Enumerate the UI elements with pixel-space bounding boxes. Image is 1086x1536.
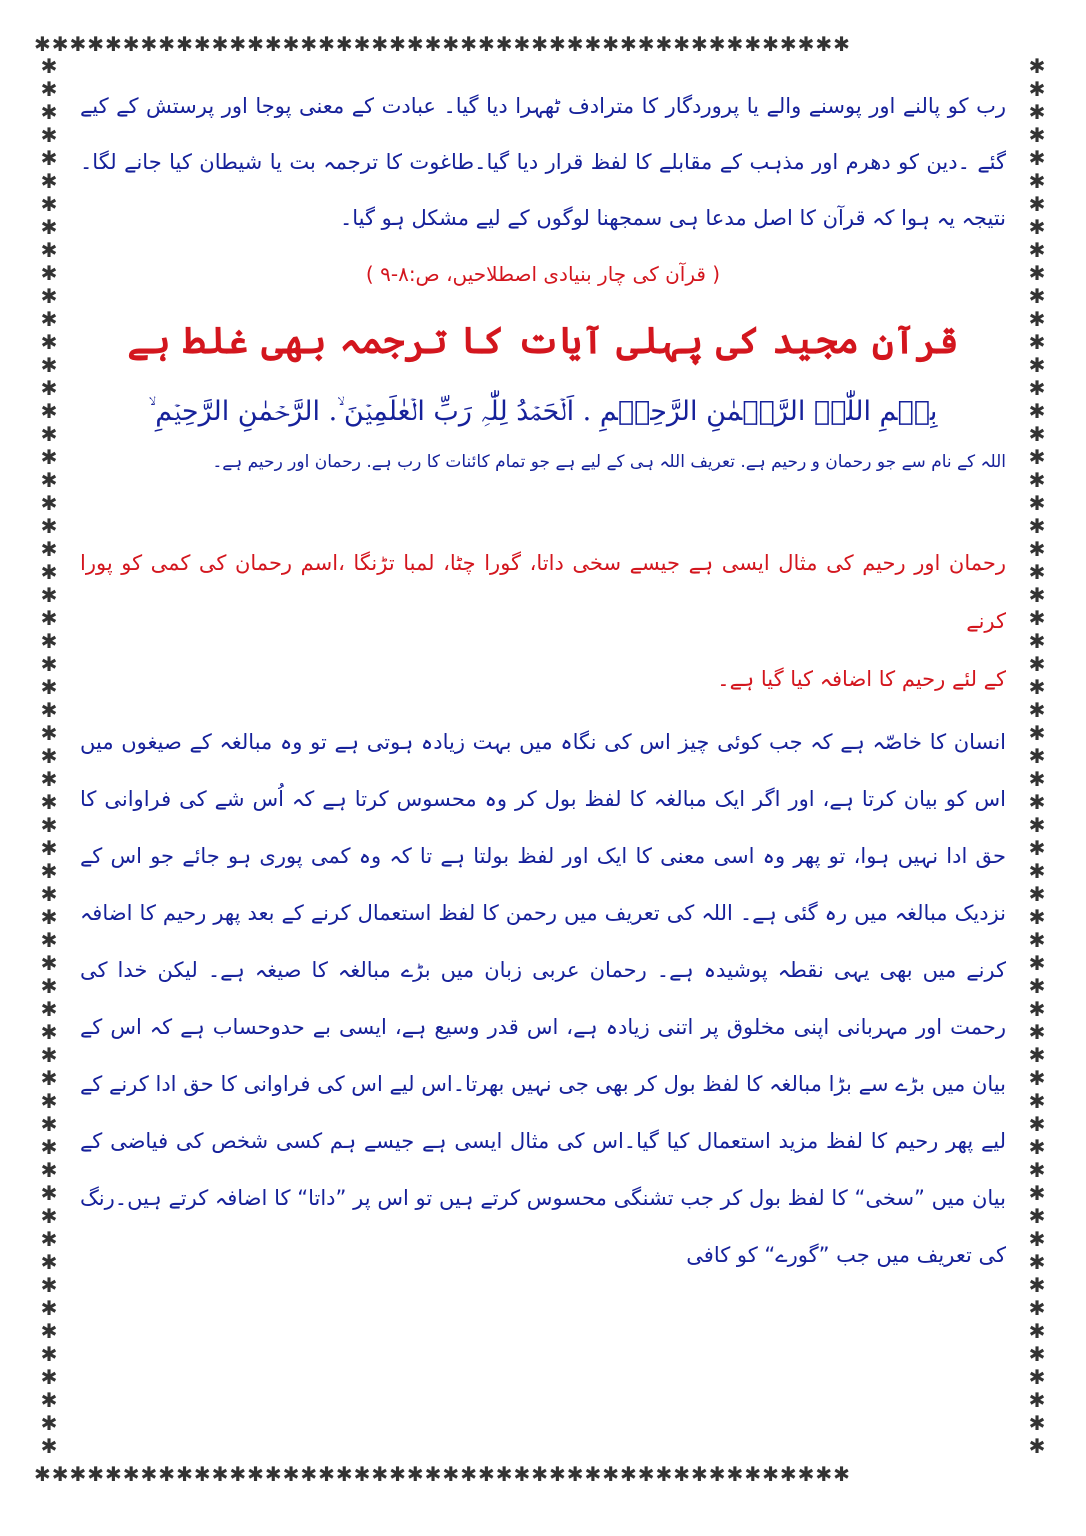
ornament-star-icon: ✱ xyxy=(1028,284,1046,308)
ornament-star-icon: ✱ xyxy=(40,882,58,906)
ornament-star-icon: ✱ xyxy=(40,1365,58,1389)
ornament-star-icon: ✱ xyxy=(40,353,58,377)
ornament-star-icon: ✱ xyxy=(40,284,58,308)
ornament-star-icon: ✱ xyxy=(40,583,58,607)
ornament-star-icon: ✱ xyxy=(1028,928,1046,952)
ornament-border-left xyxy=(38,56,60,1464)
ornament-star-icon: ✱ xyxy=(40,1043,58,1067)
ornament-star-icon: ✱ xyxy=(1028,997,1046,1021)
ornament-border-right xyxy=(1026,56,1048,1464)
ornament-star-icon: ✱ xyxy=(1028,146,1046,170)
ornament-star-icon: ✱ xyxy=(1028,1365,1046,1389)
highlighted-paragraph xyxy=(80,534,1006,708)
ornament-star-icon: ✱ xyxy=(40,997,58,1021)
ornament-star-icon: ✱ xyxy=(1028,951,1046,975)
ornament-star-icon: ✱ xyxy=(40,215,58,239)
ornament-star-icon: ✱ xyxy=(1028,376,1046,400)
ornament-star-icon: ✱ xyxy=(1028,767,1046,791)
ornament-star-icon: ✱ xyxy=(40,376,58,400)
ornament-border-top: ✱✱✱✱✱✱✱✱✱✱✱✱✱✱✱✱✱✱✱✱✱✱✱✱✱✱✱✱✱✱✱✱✱✱✱✱✱✱✱✱✱✱✱✱✱✱ xyxy=(34,34,851,56)
ornament-star-icon: ✱ xyxy=(1028,675,1046,699)
ornament-star-icon: ✱ xyxy=(1028,1204,1046,1228)
ornament-star-icon: ✱ xyxy=(1028,238,1046,262)
ornament-star-icon: ✱ xyxy=(1028,399,1046,423)
ornament-star-icon: ✱ xyxy=(1028,1388,1046,1412)
ornament-star-icon: ✱ xyxy=(40,560,58,584)
ornament-star-icon: ✱ xyxy=(1028,261,1046,285)
ornament-star-icon: ✱ xyxy=(40,836,58,860)
ornament-star-icon: ✱ xyxy=(1028,698,1046,722)
highlighted-line-2: کے لئے رحیم کا اضافہ کیا گیا ہے۔ xyxy=(717,667,1006,691)
source-reference: ( قرآن کی چار بنیادی اصطلاحیں، ص:۸-۹ ) xyxy=(365,262,721,286)
ornament-star-icon: ✱ xyxy=(40,698,58,722)
explanation-paragraph: انسان کا خاصّہ ہے کہ جب کوئی چیز اس کی نگاہ میں بہت زیادہ ہوتی ہے تو وہ مبالغہ کے صیغوں میں اس کو بیان کرتا ہے، اور اگر ایک مبالغہ کا لفظ بول کر وہ محسوس کرتا ہے کہ اُس شے کی فراوانی کا حق ادا نہیں ہوا، تو پھر وہ اسی معنی کا ایک اور لفظ بولتا ہے تا کہ وہ کمی پوری ہو جائے جو اس کے نزدیک مبالغہ میں رہ گئی ہے۔ اللہ کی تعریف میں رحمن کا لفظ استعمال کرنے کے بعد پھر رحیم کا اضافہ کرنے میں بھی یہی نقطہ پوشیدہ ہے۔ رحمان عربی زبان میں بڑے مبالغہ کا صیغہ ہے۔ لیکن خدا کی رحمت اور مہربانی اپنی مخلوق پر اتنی زیادہ ہے، اس قدر وسیع ہے، ایسی بے حدوحساب ہے کہ اس کے بیان میں بڑے سے بڑا مبالغہ کا لفظ بول کر بھی جی نہیں بھرتا۔اس لیے اس کی فراوانی کا حق ادا کرنے کے لیے پھر رحیم کا لفظ مزید استعمال کیا گیا۔اس کی مثال ایسی ہے جیسے ہم کسی شخص کی فیاضی کے بیان میں ”سخی“ کا لفظ بول کر جب تشنگی محسوس کرتے ہیں تو اس پر ”داتا“ کا اضافہ کرتے ہیں۔رنگ کی تعریف میں جب ”گورے“ کو کافی xyxy=(80,730,1006,1267)
ornament-star-icon: ✱ xyxy=(40,606,58,630)
ornament-star-icon: ✱ xyxy=(40,146,58,170)
ornament-star-icon: ✱ xyxy=(1028,1227,1046,1251)
ornament-star-icon: ✱ xyxy=(1028,1066,1046,1090)
ornament-star-icon: ✱ xyxy=(40,123,58,147)
ornament-star-icon: ✱ xyxy=(1028,56,1046,78)
ornament-star-icon: ✱ xyxy=(1028,905,1046,929)
ornament-star-icon: ✱ xyxy=(40,100,58,124)
ornament-star-icon: ✱ xyxy=(40,468,58,492)
ornament-star-icon: ✱ xyxy=(1028,652,1046,676)
ornament-star-icon: ✱ xyxy=(1028,353,1046,377)
ornament-star-icon: ✱ xyxy=(40,629,58,653)
section-heading: قرآن مجید کی پہلی آیات کا ترجمہ بھی غلط ہے xyxy=(127,318,959,362)
ornament-star-icon: ✱ xyxy=(1028,1296,1046,1320)
ornament-star-icon: ✱ xyxy=(1028,721,1046,745)
ornament-star-icon: ✱ xyxy=(40,238,58,262)
ornament-star-icon: ✱ xyxy=(40,1158,58,1182)
ornament-star-icon: ✱ xyxy=(40,928,58,952)
ornament-star-icon: ✱ xyxy=(40,1204,58,1228)
ornament-star-icon: ✱ xyxy=(1028,514,1046,538)
ornament-star-icon: ✱ xyxy=(1028,606,1046,630)
ornament-star-icon: ✱ xyxy=(1028,813,1046,837)
ornament-star-icon: ✱ xyxy=(1028,77,1046,101)
ornament-star-icon: ✱ xyxy=(1028,100,1046,124)
ornament-star-icon: ✱ xyxy=(1028,491,1046,515)
ornament-star-icon: ✱ xyxy=(1028,537,1046,561)
ornament-star-icon: ✱ xyxy=(1028,1319,1046,1343)
ornament-star-icon: ✱ xyxy=(1028,192,1046,216)
ornament-star-icon: ✱ xyxy=(40,1020,58,1044)
ornament-star-icon: ✱ xyxy=(1028,836,1046,860)
ornament-star-icon: ✱ xyxy=(1028,1135,1046,1159)
verse-translation: اللہ کے نام سے جو رحمان و رحیم ہے. تعریف اللہ ہی کے لیے ہے جو تمام کائنات کا رب ہے. رحمان اور رحیم ہے۔ xyxy=(212,452,1006,472)
ornament-star-icon: ✱ xyxy=(40,1135,58,1159)
ornament-star-icon: ✱ xyxy=(40,330,58,354)
ornament-star-icon: ✱ xyxy=(1028,1342,1046,1366)
ornament-star-icon: ✱ xyxy=(40,951,58,975)
ornament-star-icon: ✱ xyxy=(40,1181,58,1205)
ornament-star-icon: ✱ xyxy=(40,1434,58,1458)
ornament-star-icon: ✱ xyxy=(1028,169,1046,193)
ornament-star-icon: ✱ xyxy=(1028,330,1046,354)
ornament-star-icon: ✱ xyxy=(40,1388,58,1412)
highlighted-line-1: رحمان اور رحیم کی مثال ایسی ہے جیسے سخی داتا، گورا چٹا، لمبا تڑنگا ،اسم رحمان کی کمی کو پورا کرنے xyxy=(80,551,1006,633)
ornament-star-icon: ✱ xyxy=(40,1089,58,1113)
ornament-star-icon: ✱ xyxy=(40,261,58,285)
ornament-star-icon: ✱ xyxy=(40,1273,58,1297)
ornament-star-icon: ✱ xyxy=(40,767,58,791)
ornament-star-icon: ✱ xyxy=(40,790,58,814)
ornament-star-icon: ✱ xyxy=(40,77,58,101)
ornament-star-icon: ✱ xyxy=(40,537,58,561)
ornament-star-icon: ✱ xyxy=(40,1296,58,1320)
intro-paragraph: رب کو پالنے اور پوسنے والے یا پروردگار کا مترادف ٹھہرا دیا گیا۔ عبادت کے معنی پوجا اور پرستش کے کیے گئے ۔دین کو دھرم اور مذہب کے مقابلے کا لفظ قرار دیا گیا۔طاغوت کا ترجمہ بت یا شیطان کیا جانے لگا۔ نتیجہ یہ ہوا کہ قرآن کا اصل مدعا ہی سمجھنا لوگوں کے لیے مشکل ہو گیا۔ xyxy=(80,94,1006,230)
ornament-star-icon: ✱ xyxy=(40,652,58,676)
ornament-star-icon: ✱ xyxy=(40,514,58,538)
ornament-star-icon: ✱ xyxy=(1028,1112,1046,1136)
ornament-star-icon: ✱ xyxy=(40,974,58,998)
ornament-star-icon: ✱ xyxy=(40,1112,58,1136)
ornament-star-icon: ✱ xyxy=(1028,422,1046,446)
ornament-star-icon: ✱ xyxy=(1028,1273,1046,1297)
ornament-star-icon: ✱ xyxy=(40,56,58,78)
ornament-star-icon: ✱ xyxy=(40,445,58,469)
ornament-star-icon: ✱ xyxy=(40,491,58,515)
ornament-star-icon: ✱ xyxy=(1028,859,1046,883)
ornament-star-icon: ✱ xyxy=(1028,445,1046,469)
ornament-star-icon: ✱ xyxy=(40,859,58,883)
ornament-star-icon: ✱ xyxy=(1028,1043,1046,1067)
ornament-star-icon: ✱ xyxy=(40,307,58,331)
ornament-star-icon: ✱ xyxy=(40,1250,58,1274)
ornament-star-icon: ✱ xyxy=(1028,744,1046,768)
ornament-star-icon: ✱ xyxy=(40,399,58,423)
ornament-star-icon: ✱ xyxy=(1028,468,1046,492)
quran-verse: بِسۡمِ اللّٰہِ الرَّحۡمٰنِ الرَّحِیۡمِ ‎. اَلۡحَمۡدُ لِلّٰہِ رَبِّ الۡعٰلَمِیۡنَ ۙ. الرَّحۡمٰنِ الرَّحِیۡمِ ۙ xyxy=(148,396,938,427)
ornament-star-icon: ✱ xyxy=(1028,1434,1046,1458)
ornament-star-icon: ✱ xyxy=(40,1319,58,1343)
ornament-star-icon: ✱ xyxy=(40,744,58,768)
ornament-star-icon: ✱ xyxy=(1028,1158,1046,1182)
ornament-star-icon: ✱ xyxy=(1028,882,1046,906)
ornament-star-icon: ✱ xyxy=(1028,1411,1046,1435)
ornament-star-icon: ✱ xyxy=(40,169,58,193)
ornament-star-icon: ✱ xyxy=(1028,1020,1046,1044)
page-content xyxy=(80,78,1006,1458)
ornament-star-icon: ✱ xyxy=(40,1066,58,1090)
ornament-star-icon: ✱ xyxy=(1028,1089,1046,1113)
ornament-star-icon: ✱ xyxy=(1028,215,1046,239)
ornament-star-icon: ✱ xyxy=(40,422,58,446)
ornament-star-icon: ✱ xyxy=(40,675,58,699)
ornament-star-icon: ✱ xyxy=(1028,123,1046,147)
ornament-star-icon: ✱ xyxy=(1028,790,1046,814)
ornament-star-icon: ✱ xyxy=(40,905,58,929)
ornament-border-bottom: ✱✱✱✱✱✱✱✱✱✱✱✱✱✱✱✱✱✱✱✱✱✱✱✱✱✱✱✱✱✱✱✱✱✱✱✱✱✱✱✱✱✱✱✱✱✱ xyxy=(34,1464,851,1486)
ornament-star-icon: ✱ xyxy=(1028,1181,1046,1205)
ornament-star-icon: ✱ xyxy=(40,1342,58,1366)
ornament-star-icon: ✱ xyxy=(1028,629,1046,653)
ornament-star-icon: ✱ xyxy=(40,192,58,216)
ornament-star-icon: ✱ xyxy=(40,1227,58,1251)
ornament-star-icon: ✱ xyxy=(1028,1250,1046,1274)
ornament-star-icon: ✱ xyxy=(1028,974,1046,998)
ornament-star-icon: ✱ xyxy=(1028,560,1046,584)
ornament-star-icon: ✱ xyxy=(1028,307,1046,331)
ornament-star-icon: ✱ xyxy=(40,1411,58,1435)
ornament-star-icon: ✱ xyxy=(40,813,58,837)
ornament-star-icon: ✱ xyxy=(1028,583,1046,607)
ornament-star-icon: ✱ xyxy=(40,721,58,745)
